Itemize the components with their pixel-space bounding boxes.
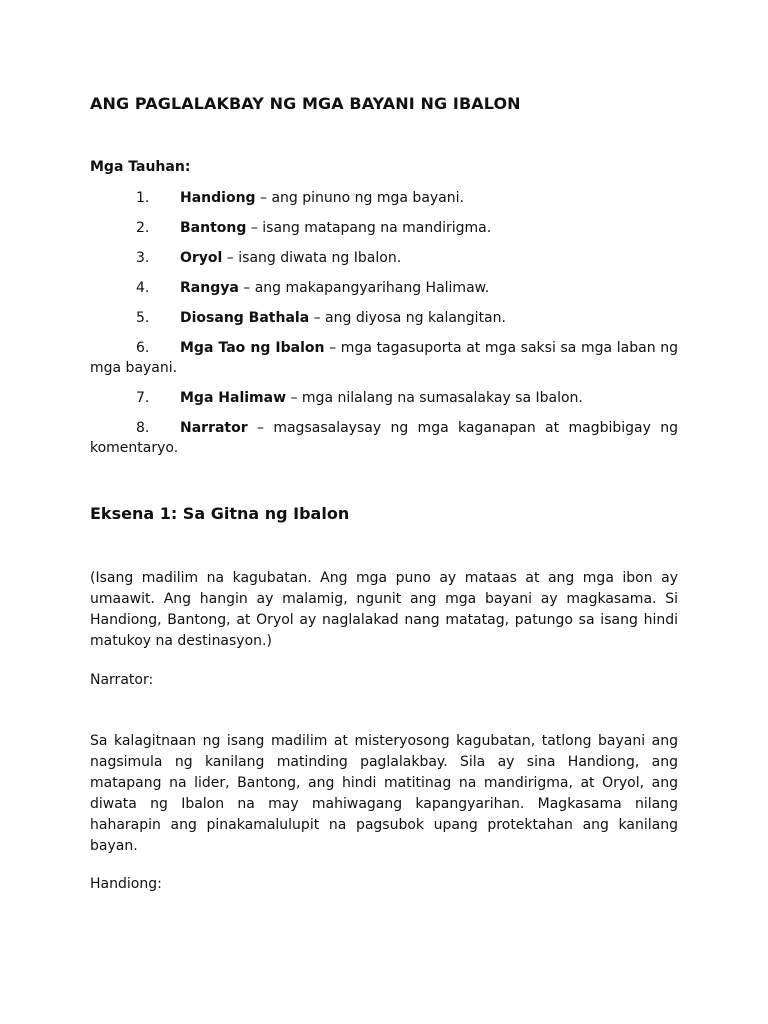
character-description: – isang matapang na mandirigma. <box>246 220 492 236</box>
character-name: Oryol <box>180 250 223 266</box>
scene-heading: Eksena 1: Sa Gitna ng Ibalon <box>90 504 350 523</box>
character-item <box>90 278 678 298</box>
character-name: Mga Halimaw <box>180 390 287 406</box>
narration-paragraph: Sa kalagitnaan ng isang madilim at misteryosong kagubatan, tatlong bayani ang nagsimula ng kanilang matinding paglalakbay. Sila ay sina Handiong, ang matapang na lider, Bantong, ang hindi matitinag na mandirigma, at Oryol, ang diwata ng Ibalon na may mahiwagang kapangyarihan. Magkasama nilang haharapin ang pinakamalulupit na pagsubok upang protektahan ang kanilang bayan. <box>90 733 678 854</box>
character-description: – mga tagasuporta at mga saksi sa mga laban ng mga bayani. <box>90 340 678 376</box>
character-description: – mga nilalang na sumasalakay sa Ibalon. <box>286 390 583 406</box>
character-item <box>90 248 678 268</box>
character-number: 6. <box>136 340 150 356</box>
characters-heading: Mga Tauhan: <box>90 159 191 175</box>
character-number: 8. <box>136 420 150 436</box>
character-number: 1. <box>136 190 150 206</box>
character-number: 2. <box>136 220 150 236</box>
character-description: – ang diyosa ng kalangitan. <box>309 310 506 326</box>
stage-direction: (Isang madilim na kagubatan. Ang mga puno ay mataas at ang mga ibon ay umaawit. Ang hangin ay malamig, ngunit ang mga bayani ay magkasama. Si Handiong, Bantong, at Oryol ay naglalakad nang matatag, patungo sa isang hindi matukoy na destinasyon.) <box>90 570 678 649</box>
character-item <box>90 218 678 238</box>
character-item <box>90 388 678 408</box>
speaker-label-narrator: Narrator: <box>90 672 154 688</box>
character-item <box>90 338 678 378</box>
character-number: 3. <box>136 250 150 266</box>
character-name: Diosang Bathala <box>180 310 310 326</box>
character-description: – ang makapangyarihang Halimaw. <box>238 280 490 296</box>
characters-list <box>90 188 678 468</box>
character-name: Handiong <box>180 190 256 206</box>
character-name: Narrator <box>180 420 248 436</box>
speaker-label-handiong: Handiong: <box>90 876 162 892</box>
character-number: 5. <box>136 310 150 326</box>
character-description: – isang diwata ng Ibalon. <box>222 250 402 266</box>
character-number: 7. <box>136 390 150 406</box>
character-description: – magsasalaysay ng mga kaganapan at magbibigay ng komentaryo. <box>90 420 678 456</box>
character-name: Bantong <box>180 220 247 236</box>
character-description: – ang pinuno ng mga bayani. <box>255 190 464 206</box>
character-item <box>90 308 678 328</box>
document-title: ANG PAGLALAKBAY NG MGA BAYANI NG IBALON <box>90 94 521 113</box>
character-item <box>90 418 678 458</box>
character-item <box>90 188 678 208</box>
character-name: Rangya <box>180 280 239 296</box>
character-number: 4. <box>136 280 150 296</box>
character-name: Mga Tao ng Ibalon <box>180 340 325 356</box>
